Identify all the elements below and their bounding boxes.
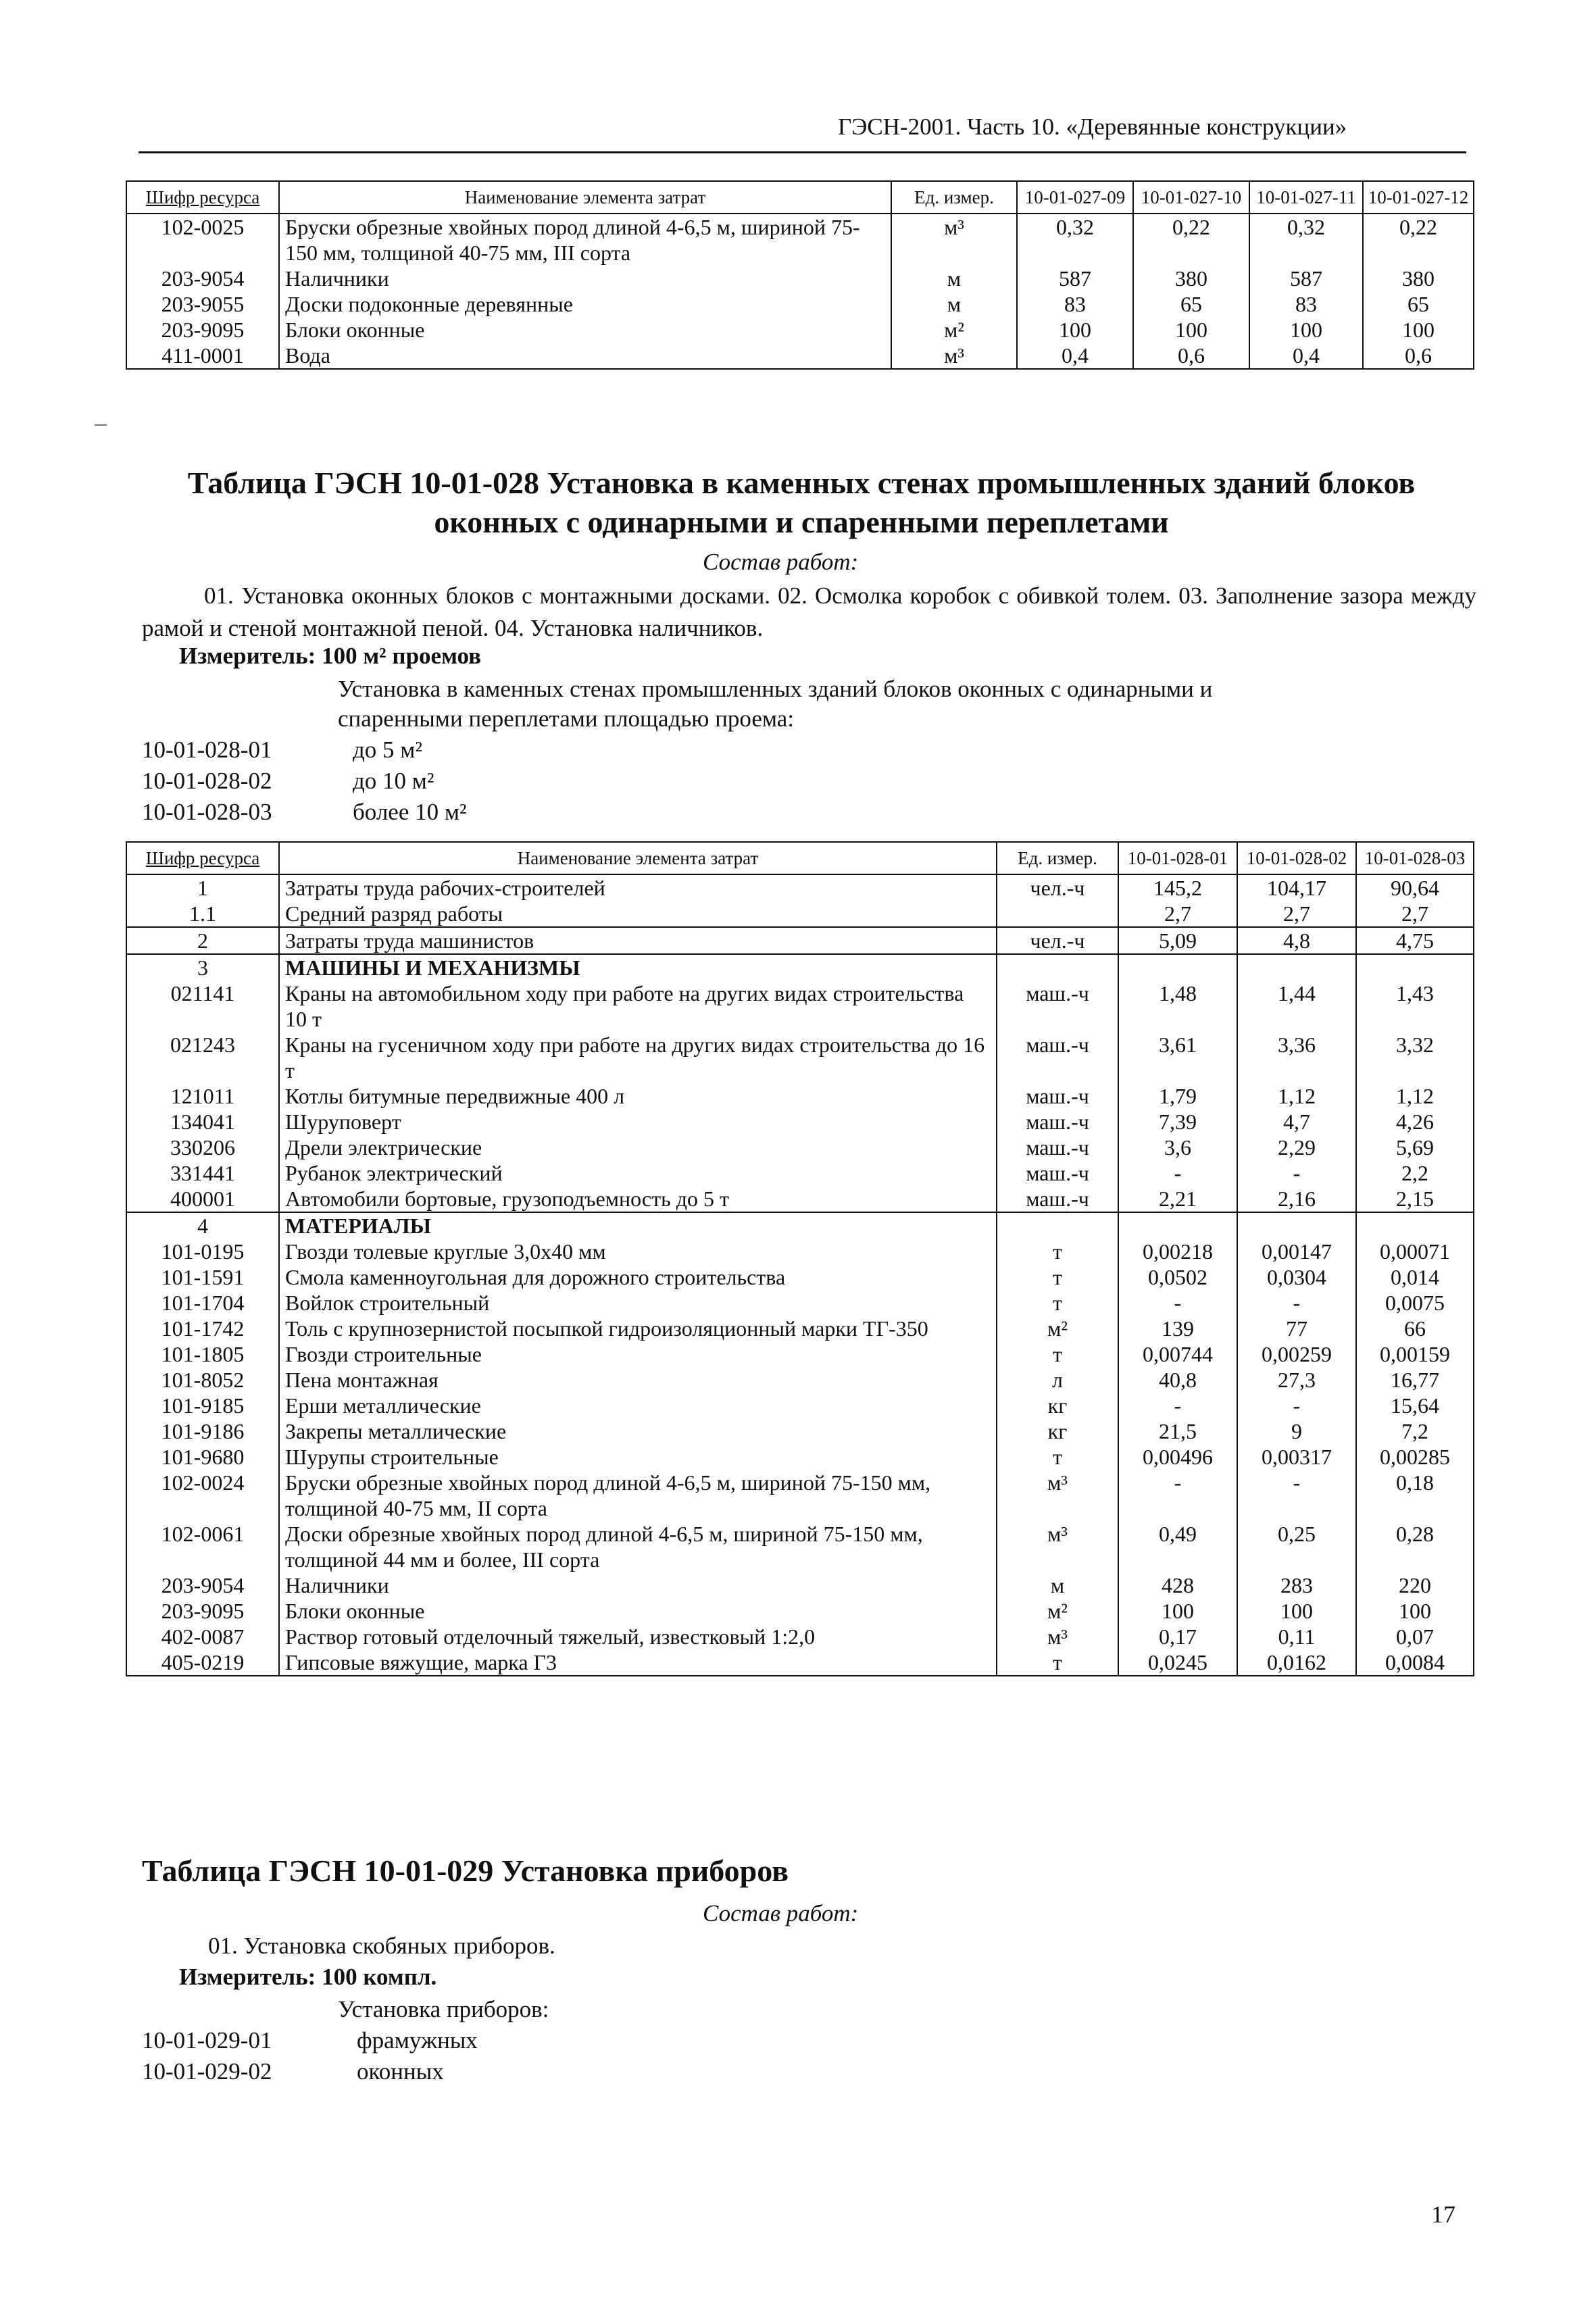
resource-code-cell: 134041 [126,1109,279,1135]
resource-code-cell: 405-0219 [126,1649,279,1676]
value-cell-2: 0,6 [1133,343,1249,369]
table-row [126,1083,1474,1109]
resource-code-cell: 101-1805 [126,1341,279,1367]
value-cell-2: - [1237,1160,1356,1186]
value-cell-1: 0,00744 [1118,1341,1237,1367]
value-cell-2: 0,22 [1133,214,1249,266]
resource-code-cell: 203-9054 [126,266,279,291]
value-cell-2: - [1237,1393,1356,1418]
item-desc: оконных [357,2058,444,2085]
value-cell-2: 0,11 [1237,1624,1356,1649]
intro-029: Установка приборов: [338,1996,549,2022]
cost-element-cell: Рубанок электрический [279,1160,997,1186]
value-cell-2: 283 [1237,1572,1356,1598]
table-row [126,954,1474,980]
table-row [126,901,1474,927]
value-cell-3: 2,15 [1356,1186,1474,1212]
unit-cell: маш.-ч [997,1083,1118,1109]
value-cell-2: 9 [1237,1418,1356,1444]
col-header-3: 10-01-027-11 [1249,181,1363,214]
value-cell-2: 3,36 [1237,1032,1356,1083]
cost-element-cell: Шурупы строительные [279,1444,997,1470]
unit-cell: маш.-ч [997,1135,1118,1160]
table-row [126,1109,1474,1135]
cost-element-cell: Закрепы металлические [279,1418,997,1444]
resource-code-cell: 203-9054 [126,1572,279,1598]
resource-code-cell: 411-0001 [126,343,279,369]
value-cell-3: 83 [1249,291,1363,317]
value-cell-3: 587 [1249,266,1363,291]
value-cell-1: 2,7 [1118,901,1237,927]
table-row [126,343,1474,369]
unit-cell: м² [997,1598,1118,1624]
value-cell-2: 0,0304 [1237,1264,1356,1290]
cost-element-cell: Блоки оконные [279,317,891,343]
resource-code-cell: 102-0061 [126,1521,279,1572]
unit-cell: м [997,1572,1118,1598]
unit-cell: т [997,1649,1118,1676]
table-row [126,1521,1474,1572]
resource-code-cell: 331441 [126,1160,279,1186]
resource-code-cell: 101-1704 [126,1290,279,1316]
value-cell-1: 0,4 [1017,343,1133,369]
value-cell-4: 0,22 [1363,214,1474,266]
item-code: 10-01-029-01 [142,2027,272,2053]
value-cell-1: - [1118,1160,1237,1186]
value-cell-3: 4,26 [1356,1109,1474,1135]
item-code: 10-01-029-02 [142,2058,272,2085]
col-header-3: 10-01-028-03 [1356,842,1474,874]
unit-cell: маш.-ч [997,980,1118,1032]
resource-code-cell: 3 [126,954,279,980]
table-row [126,1186,1474,1212]
work-composition-label: Состав работ: [703,549,859,575]
unit-cell: м³ [997,1470,1118,1521]
value-cell-2: - [1237,1290,1356,1316]
table-row [126,291,1474,317]
value-cell-1: 0,17 [1118,1624,1237,1649]
measure-029: Измеритель: 100 компл. [179,1964,437,1990]
col-header-unit: Ед. измер. [997,842,1118,874]
unit-cell [997,1212,1118,1239]
table-row [126,1032,1474,1083]
table-row [126,1418,1474,1444]
cost-element-cell: Краны на гусеничном ходу при работе на других видах строительства до 16 т [279,1032,997,1083]
value-cell-1: 139 [1118,1316,1237,1341]
table-row [126,927,1474,954]
unit-cell: м² [997,1316,1118,1341]
value-cell-3: 0,28 [1356,1521,1474,1572]
item-code: 10-01-028-01 [142,737,272,763]
value-cell-4: 380 [1363,266,1474,291]
value-cell-3: 1,12 [1356,1083,1474,1109]
cost-element-cell: Ерши металлические [279,1393,997,1418]
cost-element-cell: Смола каменноугольная для дорожного строительства [279,1264,997,1290]
table-row [126,317,1474,343]
cost-element-cell: Раствор готовый отделочный тяжелый, известковый 1:2,0 [279,1624,997,1649]
item-desc: до 10 м² [353,768,434,794]
unit-cell: т [997,1290,1118,1316]
margin-mark [95,424,107,426]
col-header-code: Шифр ресурса [126,842,279,874]
resource-code-cell: 021243 [126,1032,279,1083]
value-cell-1: 1,48 [1118,980,1237,1032]
value-cell-3: 2,2 [1356,1160,1474,1186]
value-cell-3: 0,32 [1249,214,1363,266]
value-cell-1: 21,5 [1118,1418,1237,1444]
resource-code-cell: 203-9095 [126,1598,279,1624]
item-desc: более 10 м² [353,799,467,825]
unit-cell: м³ [997,1624,1118,1649]
value-cell-1: 83 [1017,291,1133,317]
cost-element-cell: Шуруповерт [279,1109,997,1135]
unit-cell: м² [891,317,1017,343]
resource-code-cell: 101-1742 [126,1316,279,1341]
table-row [126,1264,1474,1290]
value-cell-3: 100 [1356,1598,1474,1624]
value-cell-3: 220 [1356,1572,1474,1598]
value-cell-1: 0,0245 [1118,1649,1237,1676]
value-cell-3: 3,32 [1356,1032,1474,1083]
value-cell-2: 2,16 [1237,1186,1356,1212]
value-cell-2: 2,7 [1237,901,1356,927]
value-cell-3: 15,64 [1356,1393,1474,1418]
unit-cell: л [997,1367,1118,1393]
resource-code-cell: 400001 [126,1186,279,1212]
table-row [126,1598,1474,1624]
cost-element-cell: Толь с крупнозернистой посыпкой гидроизоляционный марки ТГ-350 [279,1316,997,1341]
cost-element-cell: Гвозди толевые круглые 3,0х40 мм [279,1239,997,1264]
value-cell-1: 7,39 [1118,1109,1237,1135]
value-cell-1: - [1118,1470,1237,1521]
resource-code-cell: 4 [126,1212,279,1239]
item-code: 10-01-028-02 [142,768,272,794]
value-cell-3 [1356,954,1474,980]
cost-element-cell: Бруски обрезные хвойных пород длиной 4-6,5 м, шириной 75-150 мм, толщиной 40-75 мм, II сорта [279,1470,997,1521]
cost-element-cell: Пена монтажная [279,1367,997,1393]
table-row [126,1470,1474,1521]
table-028-title-line2: оконных с одинарными и спаренными переплетами [434,505,1169,539]
resource-code-cell: 203-9055 [126,291,279,317]
col-header-name: Наименование элемента затрат [279,842,997,874]
cost-element-cell: Доски обрезные хвойных пород длиной 4-6,5 м, шириной 75-150 мм, толщиной 44 мм и более, III сорта [279,1521,997,1572]
table-row [126,1160,1474,1186]
col-header-code: Шифр ресурса [126,181,279,214]
cost-element-cell: Доски подоконные деревянные [279,291,891,317]
work-composition-text: 01. Установка скобяных приборов. [208,1933,555,1959]
value-cell-2: 100 [1133,317,1249,343]
value-cell-2 [1237,954,1356,980]
value-cell-2: 0,0162 [1237,1649,1356,1676]
unit-cell: чел.-ч [997,874,1118,901]
table-row [126,266,1474,291]
value-cell-1: - [1118,1393,1237,1418]
table-row [126,1393,1474,1418]
value-cell-2: 27,3 [1237,1367,1356,1393]
col-header-1: 10-01-027-09 [1017,181,1133,214]
value-cell-3: 7,2 [1356,1418,1474,1444]
unit-cell: маш.-ч [997,1160,1118,1186]
value-cell-2: 4,7 [1237,1109,1356,1135]
unit-cell: т [997,1239,1118,1264]
value-cell-4: 65 [1363,291,1474,317]
table-row [126,1135,1474,1160]
table-row [126,1290,1474,1316]
value-cell-1: 3,6 [1118,1135,1237,1160]
cost-element-cell: Бруски обрезные хвойных пород длиной 4-6,5 м, шириной 75-150 мм, толщиной 40-75 мм, III сорта [279,214,891,266]
value-cell-4: 0,6 [1363,343,1474,369]
resource-code-cell: 101-0195 [126,1239,279,1264]
table-row [126,980,1474,1032]
cost-element-cell: МАТЕРИАЛЫ [279,1212,997,1239]
cost-element-cell: Гвозди строительные [279,1341,997,1367]
value-cell-3 [1356,1212,1474,1239]
resource-code-cell: 1 [126,874,279,901]
value-cell-1: 3,61 [1118,1032,1237,1083]
value-cell-3: 0,014 [1356,1264,1474,1290]
value-cell-2: 0,00317 [1237,1444,1356,1470]
cost-element-cell: Затраты труда машинистов [279,927,997,954]
col-header-unit: Ед. измер. [891,181,1017,214]
value-cell-2: 380 [1133,266,1249,291]
value-cell-3: 16,77 [1356,1367,1474,1393]
item-desc: до 5 м² [353,737,422,763]
unit-cell: м³ [997,1521,1118,1572]
table-027-continuation [126,180,1474,370]
resource-code-cell: 101-9185 [126,1393,279,1418]
value-cell-1: 5,09 [1118,927,1237,954]
value-cell-2: 2,29 [1237,1135,1356,1160]
value-cell-2: 100 [1237,1598,1356,1624]
resource-code-cell: 402-0087 [126,1624,279,1649]
work-composition-text: 01. Установка оконных блоков с монтажными досками. 02. Осмолка коробок с обивкой толем. 03. Заполнение зазора между рамой и стеной монтажной пеной. 04. Установка наличников. [142,582,1476,641]
value-cell-3: 100 [1249,317,1363,343]
value-cell-3: 4,75 [1356,927,1474,954]
value-cell-1: 428 [1118,1572,1237,1598]
value-cell-3: 2,7 [1356,901,1474,927]
cost-element-cell: Блоки оконные [279,1598,997,1624]
measure-028: Измеритель: 100 м² проемов [179,643,481,669]
cost-element-cell: Краны на автомобильном ходу при работе на других видах строительства 10 т [279,980,997,1032]
value-cell-3: 66 [1356,1316,1474,1341]
value-cell-1: 100 [1118,1598,1237,1624]
value-cell-2: 104,17 [1237,874,1356,901]
unit-cell: м [891,266,1017,291]
value-cell-1: 0,00496 [1118,1444,1237,1470]
value-cell-2: 0,00147 [1237,1239,1356,1264]
intro-028-line1: Установка в каменных стенах промышленных зданий блоков оконных с одинарными и [338,676,1213,702]
unit-cell: т [997,1264,1118,1290]
cost-element-cell: МАШИНЫ И МЕХАНИЗМЫ [279,954,997,980]
resource-code-cell: 101-9680 [126,1444,279,1470]
table-row [126,1212,1474,1239]
cost-element-cell: Дрели электрические [279,1135,997,1160]
unit-cell: м³ [891,343,1017,369]
table-row [126,1444,1474,1470]
value-cell-1: 40,8 [1118,1367,1237,1393]
unit-cell: маш.-ч [997,1032,1118,1083]
value-cell-3: 0,00159 [1356,1341,1474,1367]
table-row [126,214,1474,266]
value-cell-3: 0,4 [1249,343,1363,369]
unit-cell: т [997,1444,1118,1470]
work-composition-label: Состав работ: [703,1900,859,1926]
col-header-2: 10-01-028-02 [1237,842,1356,874]
unit-cell: т [997,1341,1118,1367]
resource-code-cell: 021141 [126,980,279,1032]
value-cell-3: 1,43 [1356,980,1474,1032]
resource-code-cell: 1.1 [126,901,279,927]
table-row [126,1239,1474,1264]
value-cell-1: - [1118,1290,1237,1316]
value-cell-1: 0,0502 [1118,1264,1237,1290]
value-cell-3: 5,69 [1356,1135,1474,1160]
cost-element-cell: Гипсовые вяжущие, марка Г3 [279,1649,997,1676]
value-cell-1 [1118,954,1237,980]
value-cell-1: 145,2 [1118,874,1237,901]
header-rule [139,151,1466,153]
value-cell-2 [1237,1212,1356,1239]
value-cell-1: 100 [1017,317,1133,343]
table-row [126,1341,1474,1367]
value-cell-3: 0,18 [1356,1470,1474,1521]
table-row [126,1649,1474,1676]
cost-element-cell: Затраты труда рабочих-строителей [279,874,997,901]
cost-element-cell: Средний разряд работы [279,901,997,927]
value-cell-4: 100 [1363,317,1474,343]
item-code: 10-01-028-03 [142,799,272,825]
item-desc: фрамужных [357,2027,478,2053]
unit-cell: чел.-ч [997,927,1118,954]
cost-element-cell: Котлы битумные передвижные 400 л [279,1083,997,1109]
value-cell-2: 4,8 [1237,927,1356,954]
col-header-name: Наименование элемента затрат [279,181,891,214]
value-cell-3: 0,00285 [1356,1444,1474,1470]
value-cell-1: 2,21 [1118,1186,1237,1212]
table-028-title-line1: Таблица ГЭСН 10-01-028 Установка в каменных стенах промышленных зданий блоков [187,466,1416,500]
unit-cell: м [891,291,1017,317]
unit-cell: маш.-ч [997,1109,1118,1135]
value-cell-2: 0,25 [1237,1521,1356,1572]
col-header-1: 10-01-028-01 [1118,842,1237,874]
table-row [126,1367,1474,1393]
unit-cell: маш.-ч [997,1186,1118,1212]
value-cell-3: 0,0075 [1356,1290,1474,1316]
value-cell-3: 0,07 [1356,1624,1474,1649]
resource-code-cell: 330206 [126,1135,279,1160]
running-header: ГЭСН-2001. Часть 10. «Деревянные конструкции» [838,114,1347,140]
cost-element-cell: Наличники [279,1572,997,1598]
value-cell-3: 0,00071 [1356,1239,1474,1264]
resource-code-cell: 2 [126,927,279,954]
resource-code-cell: 102-0024 [126,1470,279,1521]
unit-cell [997,954,1118,980]
value-cell-2: - [1237,1470,1356,1521]
table-row [126,874,1474,901]
value-cell-2: 1,12 [1237,1083,1356,1109]
cost-element-cell: Автомобили бортовые, грузоподъемность до 5 т [279,1186,997,1212]
table-028 [126,841,1474,1676]
resource-code-cell: 102-0025 [126,214,279,266]
cost-element-cell: Вода [279,343,891,369]
unit-cell: м³ [891,214,1017,266]
resource-code-cell: 101-8052 [126,1367,279,1393]
value-cell-2: 77 [1237,1316,1356,1341]
value-cell-3: 0,0084 [1356,1649,1474,1676]
value-cell-1: 587 [1017,266,1133,291]
unit-cell [997,901,1118,927]
intro-028-line2: спаренными переплетами площадью проема: [338,705,795,732]
table-row [126,1316,1474,1341]
value-cell-1: 1,79 [1118,1083,1237,1109]
value-cell-2: 65 [1133,291,1249,317]
unit-cell: кг [997,1393,1118,1418]
value-cell-3: 90,64 [1356,874,1474,901]
col-header-2: 10-01-027-10 [1133,181,1249,214]
cost-element-cell: Войлок строительный [279,1290,997,1316]
page-number: 17 [1431,2201,1455,2228]
value-cell-1: 0,32 [1017,214,1133,266]
value-cell-1 [1118,1212,1237,1239]
table-row [126,1624,1474,1649]
col-header-4: 10-01-027-12 [1363,181,1474,214]
value-cell-1: 0,49 [1118,1521,1237,1572]
cost-element-cell: Наличники [279,266,891,291]
table-029-title: Таблица ГЭСН 10-01-029 Установка приборов [142,1853,789,1888]
unit-cell: кг [997,1418,1118,1444]
value-cell-1: 0,00218 [1118,1239,1237,1264]
resource-code-cell: 203-9095 [126,317,279,343]
resource-code-cell: 101-1591 [126,1264,279,1290]
value-cell-2: 1,44 [1237,980,1356,1032]
resource-code-cell: 121011 [126,1083,279,1109]
resource-code-cell: 101-9186 [126,1418,279,1444]
value-cell-2: 0,00259 [1237,1341,1356,1367]
table-row [126,1572,1474,1598]
